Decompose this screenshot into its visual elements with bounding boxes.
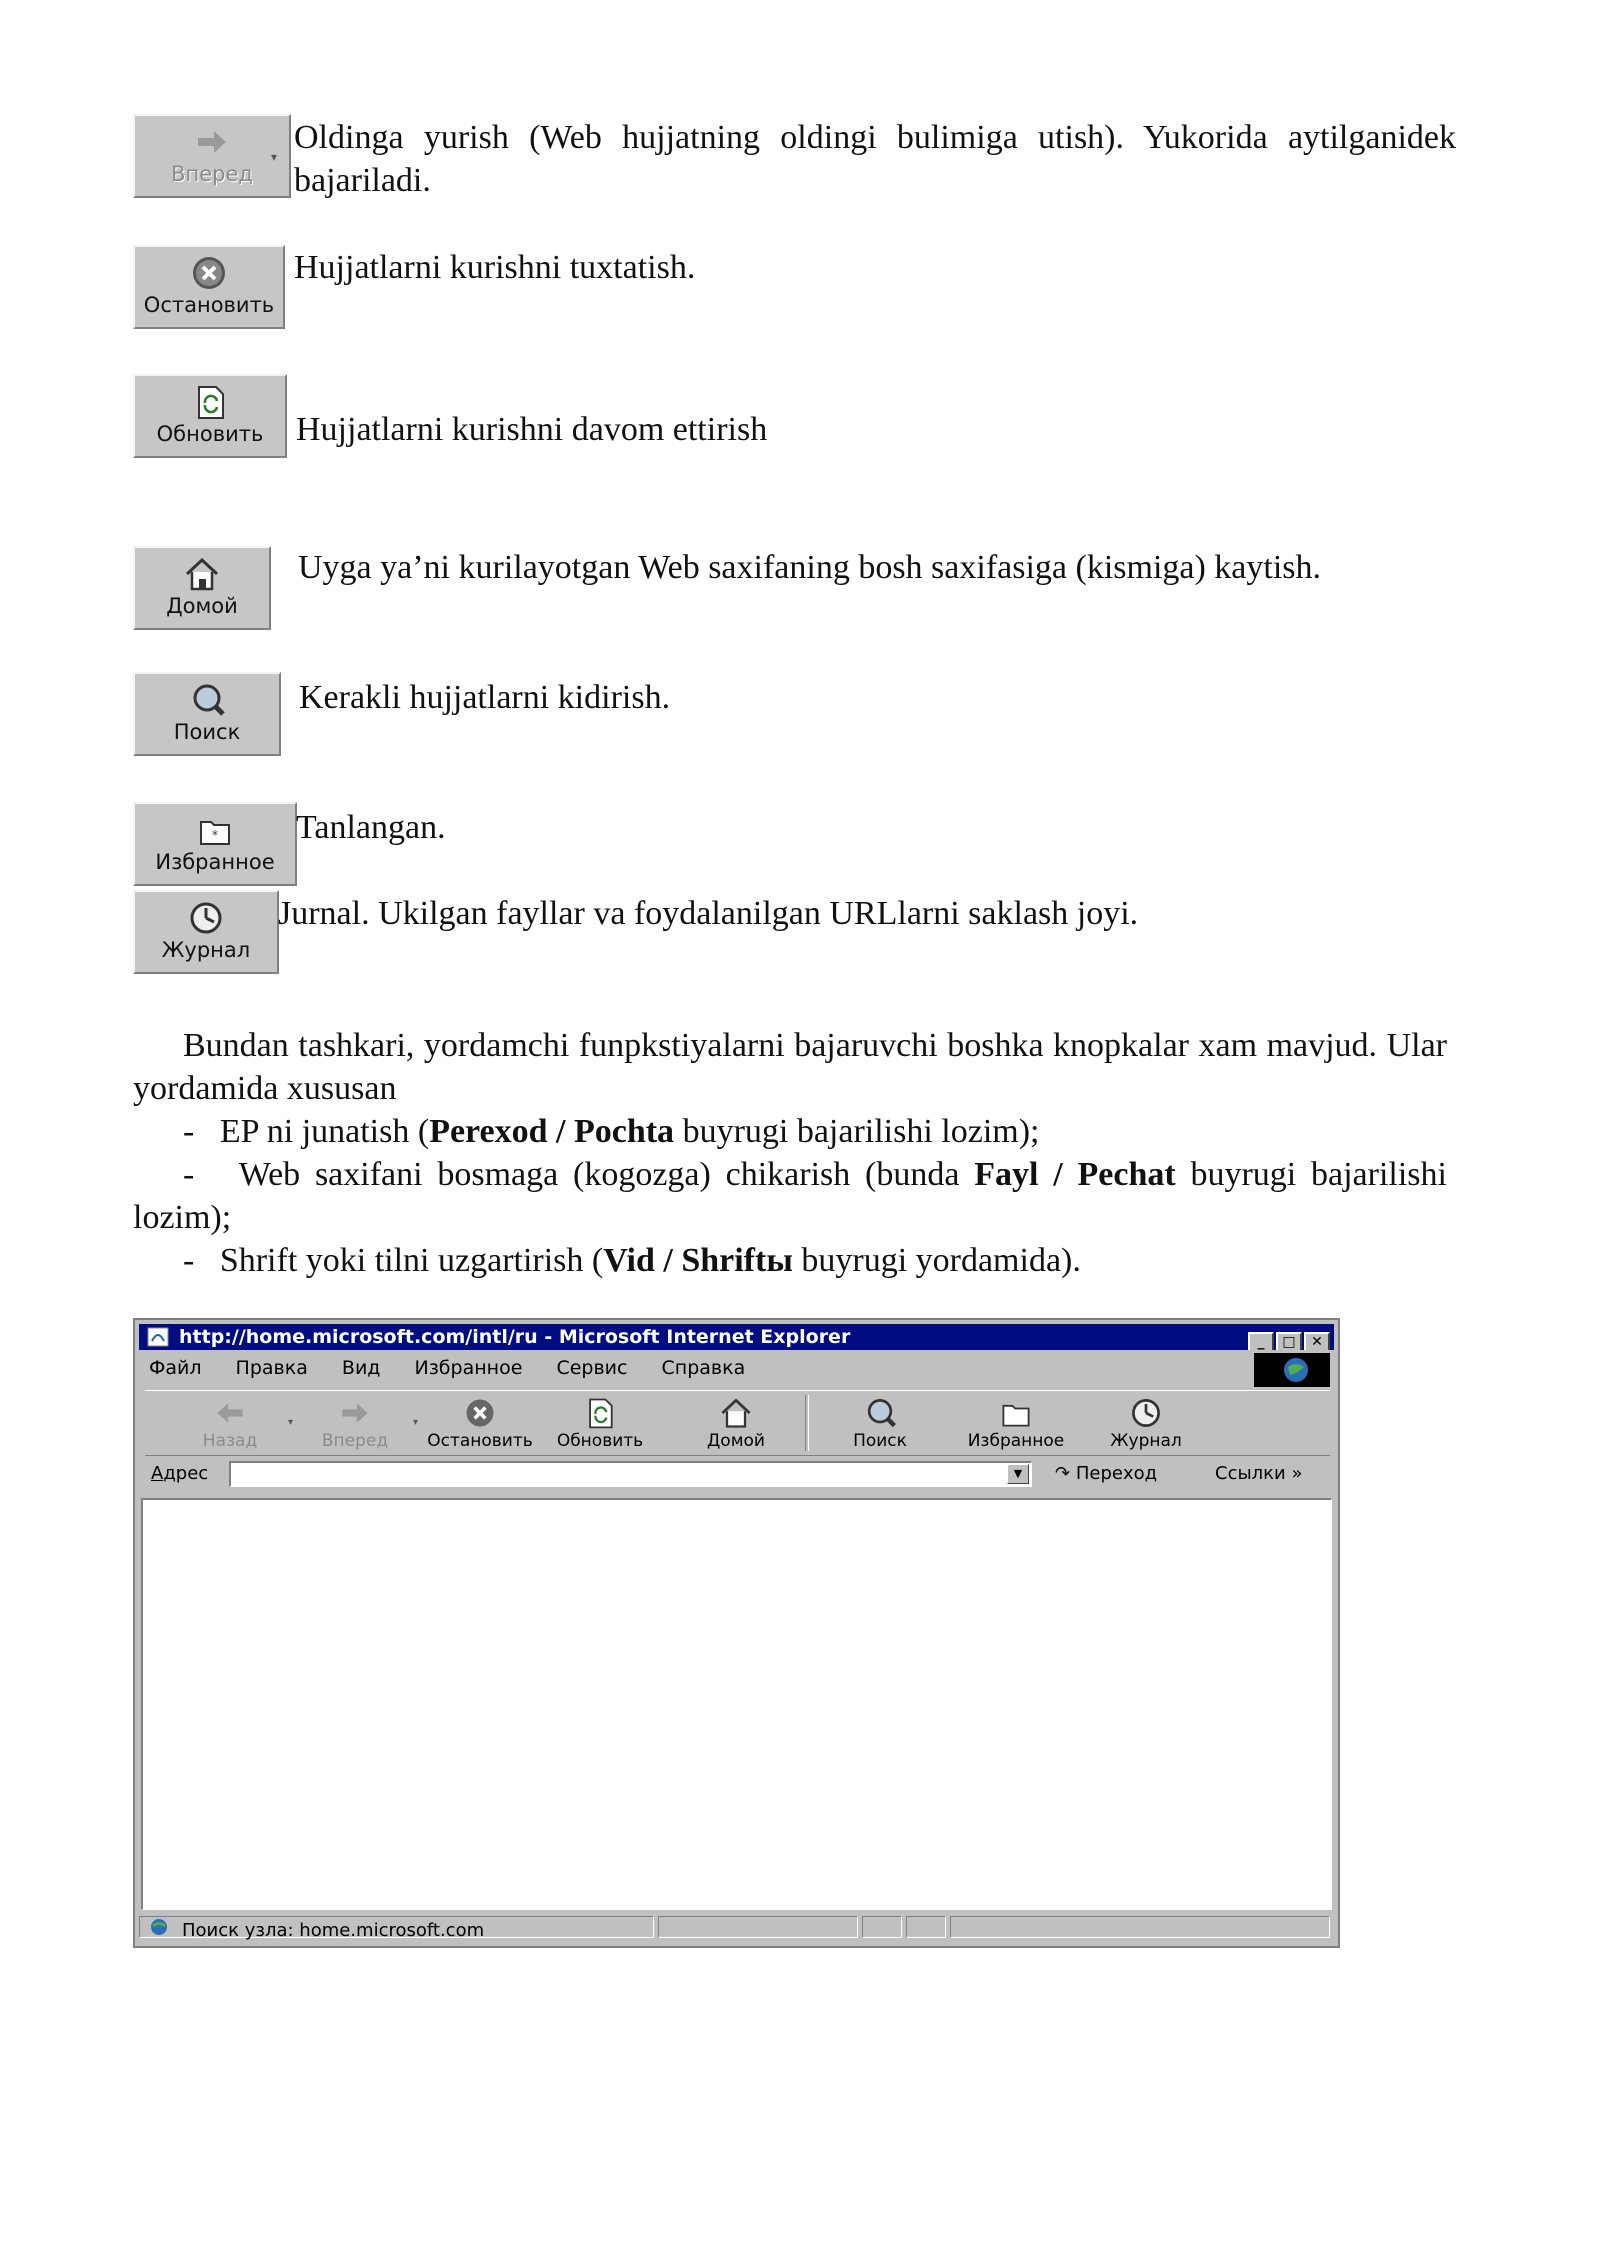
ie-page-icon xyxy=(147,1327,169,1347)
list-item: - EP ni junatish (Perexod / Pochta buyrugi bajarilishi lozim); xyxy=(183,1113,1040,1150)
menu-favorites[interactable]: Избранное xyxy=(414,1357,523,1379)
home-icon xyxy=(135,554,269,594)
status-globe-icon xyxy=(146,1918,172,1941)
search-button[interactable] xyxy=(133,672,281,756)
search-button[interactable]: Поиск xyxy=(825,1391,935,1451)
standard-toolbar xyxy=(145,1390,1330,1456)
search-description: Kerakli hujjatlarni kidirish. xyxy=(299,679,671,716)
svg-text:*: * xyxy=(212,828,218,842)
list-item: - Shrift yoki tilni uzgartirish (Vid / Shriftы buyrugi yordamida). xyxy=(183,1242,1081,1279)
stop-icon xyxy=(412,1395,545,1431)
refresh-button[interactable]: Обновить xyxy=(545,1391,655,1451)
stop-button[interactable]: Остановить xyxy=(415,1391,545,1451)
minimize-button[interactable]: _ xyxy=(1248,1332,1274,1350)
forward-arrow-icon xyxy=(300,1395,410,1431)
address-input[interactable] xyxy=(229,1461,1032,1487)
status-main-cell xyxy=(139,1916,654,1941)
home-button[interactable]: Домой xyxy=(681,1391,791,1451)
stop-label: Остановить xyxy=(143,293,275,317)
forward-button[interactable] xyxy=(133,114,291,198)
address-label: Адрес xyxy=(151,1463,209,1484)
menu-view[interactable]: Вид xyxy=(341,1357,381,1379)
chevron-double-right-icon: » xyxy=(1291,1463,1303,1484)
search-globe-icon xyxy=(825,1395,935,1431)
menu-help[interactable]: Справка xyxy=(661,1357,746,1379)
home-button[interactable] xyxy=(133,546,271,630)
ie-logo xyxy=(1254,1353,1330,1387)
status-cell xyxy=(906,1916,946,1938)
stop-icon xyxy=(135,253,283,293)
menu-bar xyxy=(149,1353,773,1383)
status-text: Поиск узла: home.microsoft.com xyxy=(182,1920,485,1941)
list-dash: - xyxy=(183,1113,195,1150)
forward-description: Oldinga yurish (Web hujjatning oldingi bulimiga utish). Yukorida aytilganidek bajariladi. xyxy=(294,119,1456,199)
forward-arrow-icon xyxy=(135,122,289,162)
favorites-description: Tanlangan. xyxy=(296,809,446,846)
links-button[interactable]: Ссылки » xyxy=(1215,1463,1303,1484)
menu-edit[interactable]: Правка xyxy=(235,1357,308,1379)
stop-description: Hujjatlarni kurishni tuxtatish. xyxy=(294,249,696,286)
history-label: Журнал xyxy=(161,938,251,962)
chevron-down-icon[interactable]: ▾ xyxy=(270,150,277,164)
title-bar xyxy=(139,1324,1334,1350)
refresh-button[interactable] xyxy=(133,374,287,458)
status-zone-cell xyxy=(950,1916,1330,1938)
list-dash: - xyxy=(183,1242,195,1279)
chevron-down-icon[interactable]: ▼ xyxy=(1007,1464,1029,1484)
status-bar xyxy=(139,1914,1334,1942)
favorites-button[interactable] xyxy=(133,802,297,886)
history-icon xyxy=(1091,1395,1201,1431)
page-content-area xyxy=(141,1498,1332,1910)
menu-tools[interactable]: Сервис xyxy=(556,1357,628,1379)
forward-label: Вперед xyxy=(171,162,253,186)
chevron-down-icon[interactable]: ▾ xyxy=(412,1417,418,1428)
search-globe-icon xyxy=(135,680,279,720)
close-button[interactable]: ✕ xyxy=(1304,1332,1330,1350)
go-arrow-icon: ↷ xyxy=(1055,1463,1071,1484)
maximize-button[interactable]: □ xyxy=(1276,1332,1302,1350)
toolbar-separator xyxy=(805,1395,809,1451)
go-button[interactable]: ↷ Переход xyxy=(1055,1463,1158,1484)
search-label: Поиск xyxy=(173,720,241,744)
home-description: Uyga ya’ni kurilayotgan Web saxifaning bosh saxifasiga (kismiga) kaytish. xyxy=(298,549,1322,586)
address-bar xyxy=(145,1458,1330,1492)
list-item: - Web saxifani bosmaga (kogozga) chikarish (bunda Fayl / Pechat buyrugi bajarilishi lozim); xyxy=(133,1156,1447,1236)
status-cell xyxy=(862,1916,902,1938)
refresh-icon xyxy=(545,1395,655,1431)
home-icon xyxy=(681,1395,791,1431)
body-paragraph: Bundan tashkari, yordamchi funpkstiyalarni bajaruvchi boshka knopkalar xam mavjud. Ular yordamida xususan xyxy=(133,1027,1447,1107)
back-button[interactable]: Назад ▾ xyxy=(175,1391,285,1451)
history-button[interactable]: Журнал xyxy=(1091,1391,1201,1451)
favorites-button[interactable]: Избранное xyxy=(951,1391,1081,1451)
browser-window xyxy=(133,1318,1340,1948)
window-title: http://home.microsoft.com/intl/ru - Microsoft Internet Explorer xyxy=(179,1326,851,1348)
menu-file[interactable]: Файл xyxy=(149,1357,202,1379)
history-button[interactable] xyxy=(133,890,279,974)
refresh-label: Обновить xyxy=(156,422,264,446)
window-controls xyxy=(1246,1327,1330,1350)
chevron-down-icon[interactable]: ▾ xyxy=(287,1417,293,1428)
home-label: Домой xyxy=(166,594,238,618)
list-dash: - xyxy=(183,1156,195,1193)
refresh-icon xyxy=(135,382,285,422)
forward-button[interactable]: Вперед ▾ xyxy=(300,1391,410,1451)
favorites-folder-icon xyxy=(951,1395,1081,1431)
history-icon xyxy=(135,898,277,938)
history-description: Jurnal. Ukilgan fayllar va foydalanilgan URLlarni saklash joyi. xyxy=(278,895,1139,932)
refresh-description: Hujjatlarni kurishni davom ettirish xyxy=(296,411,768,448)
status-progress-cell xyxy=(658,1916,858,1938)
favorites-label: Избранное xyxy=(155,850,275,874)
favorites-folder-icon xyxy=(135,810,295,850)
back-arrow-icon xyxy=(175,1395,285,1431)
stop-button[interactable] xyxy=(133,245,285,329)
